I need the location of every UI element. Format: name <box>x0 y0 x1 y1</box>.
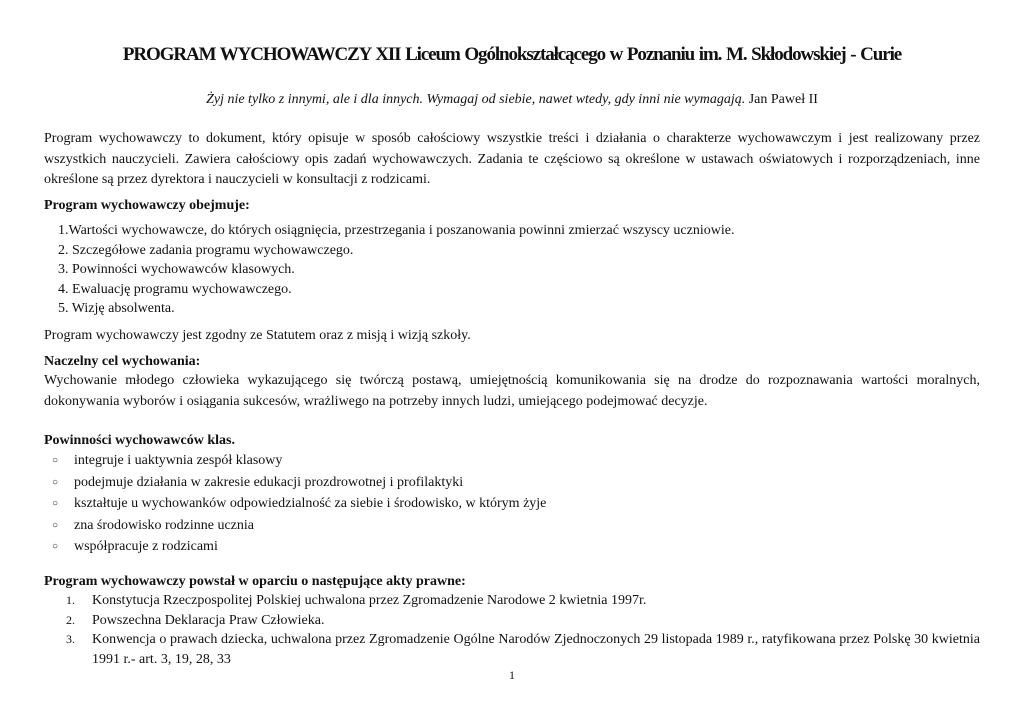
page-number: 1 <box>509 668 515 682</box>
duties-list <box>52 450 546 558</box>
scope-item: 1.Wartości wychowawcze, do których osiągnięcia, przestrzegania i poszanowania powinni zmierzać wszyscy uczniowie. <box>58 223 735 238</box>
document-title: PROGRAM WYCHOWAWCZY XII Liceum Ogólnokształcącego w Poznaniu im. M. Skłodowskiej - Curie <box>122 44 902 65</box>
item-number: 1. <box>66 593 75 607</box>
item-number: 2. <box>66 612 75 627</box>
acts-list <box>66 591 980 669</box>
scope-item: 2. Szczegółowe zadania programu wychowawczego. <box>58 242 354 258</box>
item-number: 3. <box>66 632 75 646</box>
list-item <box>66 591 980 611</box>
list-item <box>52 472 546 494</box>
scope-heading: Program wychowawczy obejmuje: <box>44 198 250 213</box>
bullet-icon: ○ <box>52 476 59 488</box>
duty-text: kształtuje u wychowanków odpowiedzialność za siebie i środowisko, w którym żyje <box>74 496 547 511</box>
bullet-icon: ○ <box>52 541 59 552</box>
bullet-icon: ○ <box>52 519 59 531</box>
intro-paragraph: Program wychowawczy to dokument, który opisuje w sposób całościowy wszystkie treści i działania o charakterze wychowawczym i jest realizowany przez wszystkich nauczycieli. Zawiera całościowy opis zadań wychowawczych. Zadania te częściowo są określone w ustawach oświatowych i rozporządzeniach, inne określone są przez dyrektora i nauczycieli w konsultacji z rodzicami. <box>44 131 980 187</box>
list-item <box>66 611 980 631</box>
list-item <box>52 493 546 515</box>
list-item <box>52 450 546 472</box>
list-item <box>52 536 546 558</box>
list-item <box>66 630 980 669</box>
scope-item: 3. Powinności wychowawców klasowych. <box>58 262 295 277</box>
motto <box>0 92 1024 108</box>
duty-text: podejmuje działania w zakresie edukacji prozdrowotnej i profilaktyki <box>74 474 464 490</box>
aim-heading: Naczelny cel wychowania: <box>44 354 201 369</box>
acts-heading: Program wychowawczy powstał w oparciu o następujące akty prawne: <box>44 574 466 589</box>
act-text: Powszechna Deklaracja Praw Człowieka. <box>92 612 325 628</box>
duty-text: integruje i uaktywnia zespół klasowy <box>74 453 283 468</box>
motto-author: Jan Paweł II <box>748 92 818 107</box>
scope-list <box>58 221 994 319</box>
aim-paragraph: Wychowanie młodego człowieka wykazującego się twórczą postawą, umiejętnością komunikowania się na drodze do rozpoznawania wartości moralnych, dokonywania wyborów i osiągania sukcesów, wrażliwego na potrzeby innych ludzi, umiejącego podejmować decyzje. <box>44 373 980 409</box>
bullet-icon: ○ <box>52 455 59 466</box>
duty-text: zna środowisko rodzinne ucznia <box>74 517 254 533</box>
scope-item: 4. Ewaluację programu wychowawczego. <box>58 281 292 297</box>
accordance-paragraph: Program wychowawczy jest zgodny ze Statutem oraz z misją i wizją szkoły. <box>44 328 471 343</box>
act-text: Konwencja o prawach dziecka, uchwalona przez Zgromadzenie Ogólne Narodów Zjednoczonych 29 listopada 1989 r., ratyfikowana przez Polskę 30 kwietnia 1991 r.- art. 3, 19, 28, 33 <box>92 632 980 667</box>
act-text: Konstytucja Rzeczpospolitej Polskiej uchwalona przez Zgromadzenie Narodowe 2 kwietnia 1997r. <box>92 593 647 608</box>
list-item <box>52 515 546 537</box>
motto-quote: Żyj nie tylko z innymi, ale i dla innych. Wymagaj od siebie, nawet wtedy, gdy inni nie wymagają. <box>206 92 746 107</box>
bullet-icon: ○ <box>52 498 59 509</box>
scope-item: 5. Wizję absolwenta. <box>58 301 175 316</box>
duties-heading: Powinności wychowawców klas. <box>44 433 235 448</box>
duty-text: współpracuje z rodzicami <box>74 539 218 554</box>
